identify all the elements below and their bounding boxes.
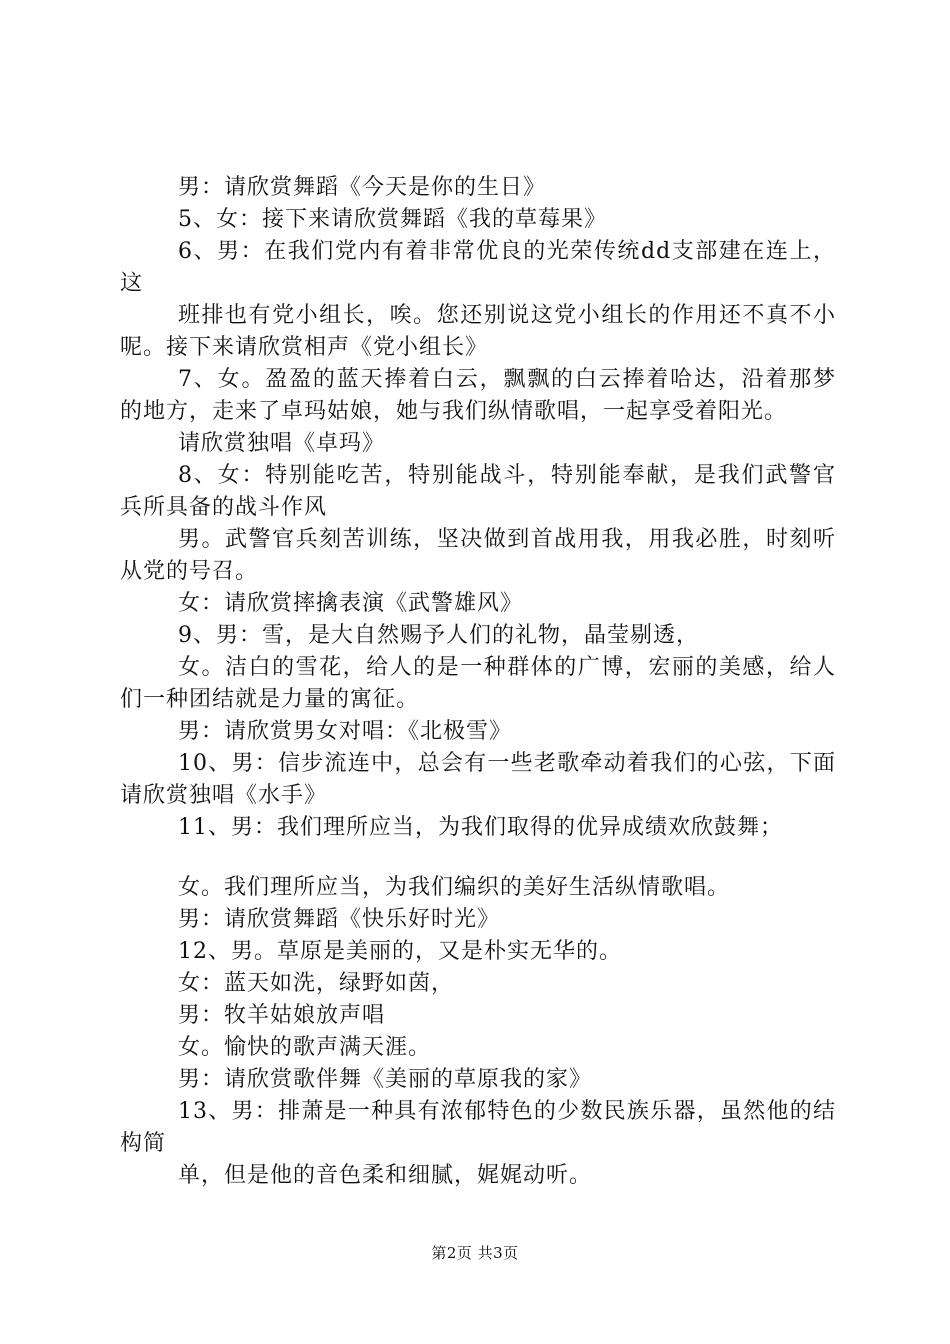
- text-line: 13、男：排萧是一种具有浓郁特色的少数民族乐器，虽然他的结构简: [120, 1099, 836, 1156]
- text-line: 单，但是他的音色柔和细腻，娓娓动听。: [178, 1163, 593, 1188]
- text-line: 男：请欣赏舞蹈《今天是你的生日》: [178, 175, 547, 200]
- text-line: 女。愉快的歌声满天涯。: [178, 1035, 432, 1060]
- text-line: 班排也有党小组长，唉。您还别说这党小组长的作用还不真不小呢。接下来请欣赏相声《党小组长》: [120, 303, 836, 360]
- text-line: 9、男：雪，是大自然赐予人们的礼物，晶莹剔透，: [178, 623, 699, 648]
- text-line: 11、男：我们理所应当，为我们取得的优异成绩欢欣鼓舞；: [178, 815, 783, 840]
- text-line: 男：请欣赏男女对唱：《北极雪》: [178, 719, 513, 744]
- text-line: 5、女：接下来请欣赏舞蹈《我的草莓果》: [178, 207, 607, 232]
- text-line: 女：蓝天如洗，绿野如茵，: [178, 971, 455, 996]
- text-line: 男：牧羊姑娘放声唱: [178, 1003, 386, 1028]
- text-line: 12、男。草原是美丽的，又是朴实无华的。: [178, 939, 622, 964]
- text-line: 8、女：特别能吃苦，特别能战斗，特别能奉献，是我们武警官兵所具备的战斗作风: [120, 463, 836, 520]
- text-line: 女：请欣赏摔擒表演《武警雄风》: [178, 591, 524, 616]
- text-line: 请欣赏独唱《卓玛》: [178, 431, 386, 456]
- blank-line: [120, 844, 836, 872]
- text-line: 10、男：信步流连中，总会有一些老歌牵动着我们的心弦，下面请欣赏独唱《水手》: [120, 751, 836, 808]
- page-number-footer: 第2页 共3页: [431, 1244, 519, 1262]
- document-body: [120, 172, 836, 1192]
- text-line: 女。洁白的雪花，给人的是一种群体的广博，宏丽的美感，给人们一种团结就是力量的寓征。: [120, 655, 836, 712]
- text-line: 男。武警官兵刻苦训练，坚决做到首战用我，用我必胜，时刻听从党的号召。: [120, 527, 836, 584]
- text-line: 男：请欣赏歌伴舞《美丽的草原我的家》: [178, 1067, 593, 1092]
- text-line: 7、女。盈盈的蓝天捧着白云，飘飘的白云捧着哈达，沿着那梦的地方，走来了卓玛姑娘，她与我们纵情歌唱，一起享受着阳光。: [120, 367, 836, 424]
- text-line: 男：请欣赏舞蹈《快乐好时光》: [178, 907, 501, 932]
- text-line: 6、男：在我们党内有着非常优良的光荣传统dd支部建在连上，这: [120, 239, 836, 296]
- text-line: 女。我们理所应当，为我们编织的美好生活纵情歌唱。: [178, 875, 731, 900]
